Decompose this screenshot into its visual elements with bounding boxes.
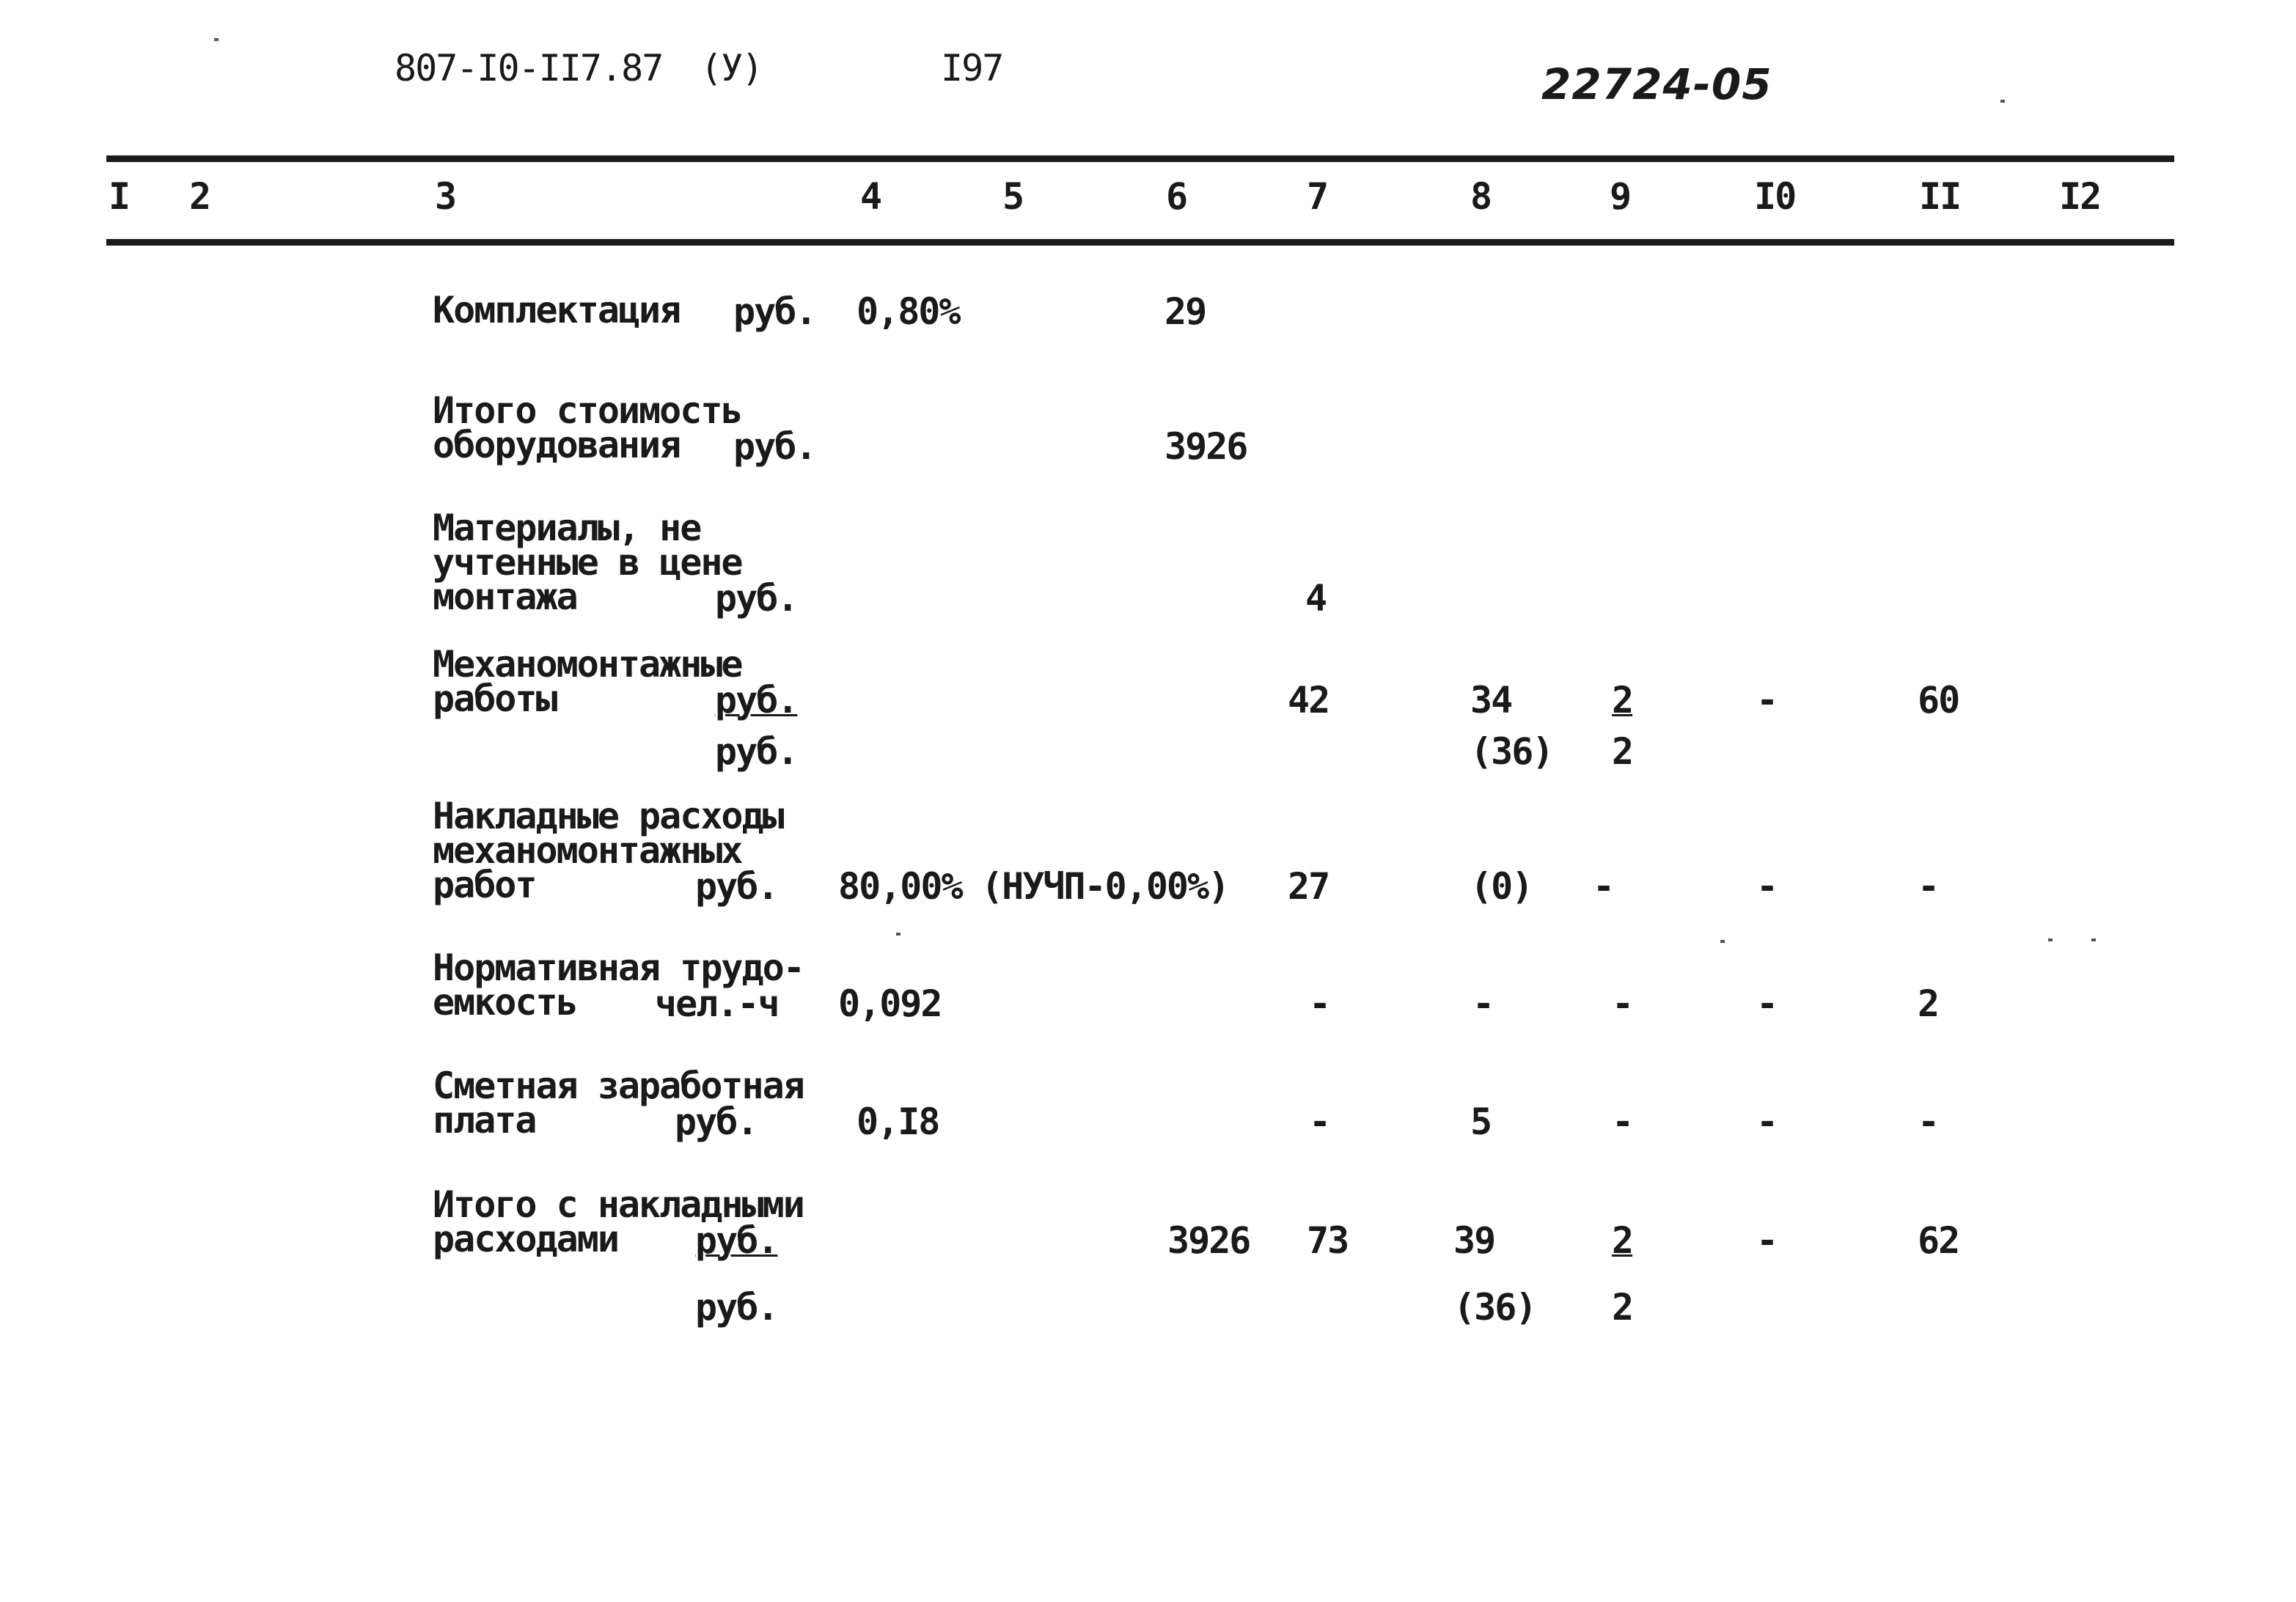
scan-speck: [2000, 100, 2005, 103]
cell-c8-secondary: (36): [1453, 1286, 1536, 1329]
cell-c10: -: [1756, 982, 1778, 1025]
cell-c10: -: [1756, 1101, 1778, 1143]
col-header-4: 4: [860, 175, 881, 218]
cell-c7: 73: [1307, 1219, 1349, 1262]
cell-c10: -: [1756, 865, 1778, 908]
row-unit: руб.: [695, 1219, 778, 1262]
cell-c9: 2: [1612, 1219, 1633, 1262]
row-unit-secondary: руб.: [715, 730, 798, 773]
row-label: Сметная заработная: [433, 1065, 804, 1107]
scan-speck: [896, 933, 901, 936]
scan-speck: [2091, 938, 2096, 941]
doc-code: 807-I0-II7.87: [395, 47, 663, 89]
page-number: I97: [941, 47, 1003, 89]
row-label: монтажа: [433, 576, 577, 618]
header-rule: [106, 239, 2174, 246]
col-header-6: 6: [1166, 175, 1187, 218]
cell-c8: 39: [1453, 1219, 1495, 1262]
cell-c6: 29: [1164, 290, 1206, 333]
col-header-2: 2: [189, 175, 210, 218]
col-header-12: I2: [2059, 175, 2101, 218]
row-unit-secondary: руб.: [695, 1286, 778, 1329]
cell-c11: -: [1918, 865, 1939, 908]
row-unit: руб.: [675, 1101, 758, 1143]
row-label: работ: [433, 864, 536, 906]
row-label: расходами: [433, 1218, 618, 1260]
cell-c7: 4: [1305, 577, 1327, 620]
row-label: Механомонтажные: [433, 643, 742, 686]
cell-c8: -: [1472, 982, 1494, 1025]
handwritten-number: 22724-05: [1541, 59, 1772, 109]
row-label: плата: [433, 1099, 536, 1142]
cell-c9: -: [1612, 1101, 1633, 1143]
row-label: Нормативная трудо-: [433, 947, 804, 989]
row-label: емкость: [433, 981, 577, 1024]
cell-c9: -: [1593, 865, 1614, 908]
row-unit: руб.: [733, 290, 816, 333]
col-header-3: 3: [435, 175, 456, 218]
cell-c4: 0,092: [838, 982, 942, 1025]
cell-c8: (0): [1470, 865, 1533, 908]
row-label: Итого стоимость: [433, 389, 742, 432]
row-label: Комплектация: [433, 289, 681, 331]
col-header-5: 5: [1002, 175, 1024, 218]
cell-c7: -: [1309, 982, 1330, 1025]
col-header-8: 8: [1470, 175, 1492, 218]
row-label: Накладные расходы: [433, 795, 783, 837]
cell-c8: 34: [1470, 679, 1512, 721]
col-header-9: 9: [1610, 175, 1631, 218]
cell-c5: (НУЧП-0,00%): [981, 865, 1229, 908]
cell-c4: 80,00%: [838, 865, 962, 908]
cell-c11: 2: [1918, 982, 1939, 1025]
cell-c9: -: [1612, 982, 1633, 1025]
doc-variant: (У): [700, 47, 763, 89]
row-unit: руб.: [733, 425, 816, 468]
col-header-1: I: [109, 175, 130, 218]
row-unit: руб.: [695, 865, 778, 908]
row-unit: руб.: [715, 679, 798, 721]
cell-c10: -: [1756, 1219, 1778, 1262]
cell-c9: 2: [1612, 679, 1633, 721]
row-unit: руб.: [715, 577, 798, 620]
cell-c6: 3926: [1164, 425, 1247, 468]
cell-c7: 27: [1288, 865, 1329, 908]
cell-c11: -: [1918, 1101, 1939, 1143]
col-header-10: I0: [1754, 175, 1796, 218]
row-label: Материалы, не: [433, 507, 701, 549]
row-label: механомонтажных: [433, 829, 742, 872]
cell-c11: 60: [1918, 679, 1959, 721]
cell-c4: 0,I8: [857, 1101, 939, 1143]
cell-c10: -: [1756, 679, 1778, 721]
cell-c9-secondary: 2: [1612, 730, 1633, 773]
row-unit: чел.-ч: [655, 982, 779, 1025]
cell-c8-secondary: (36): [1470, 730, 1553, 773]
cell-c11: 62: [1918, 1219, 1959, 1262]
cell-c9-secondary: 2: [1612, 1286, 1633, 1329]
cell-c6: 3926: [1167, 1219, 1250, 1262]
row-label: Итого с накладными: [433, 1183, 804, 1226]
scan-speck: [1720, 940, 1725, 943]
cell-c7: -: [1309, 1101, 1330, 1143]
cell-c7: 42: [1288, 679, 1329, 721]
row-label: работы: [433, 677, 557, 720]
cell-c8: 5: [1470, 1101, 1492, 1143]
row-label: оборудования: [433, 424, 681, 466]
col-header-7: 7: [1307, 175, 1328, 218]
cell-c4: 0,80%: [857, 290, 960, 333]
row-label: учтенные в цене: [433, 541, 742, 584]
scan-speck: [214, 38, 219, 41]
scan-speck: [2048, 938, 2053, 941]
top-rule: [106, 155, 2174, 162]
col-header-11: II: [1919, 175, 1961, 218]
